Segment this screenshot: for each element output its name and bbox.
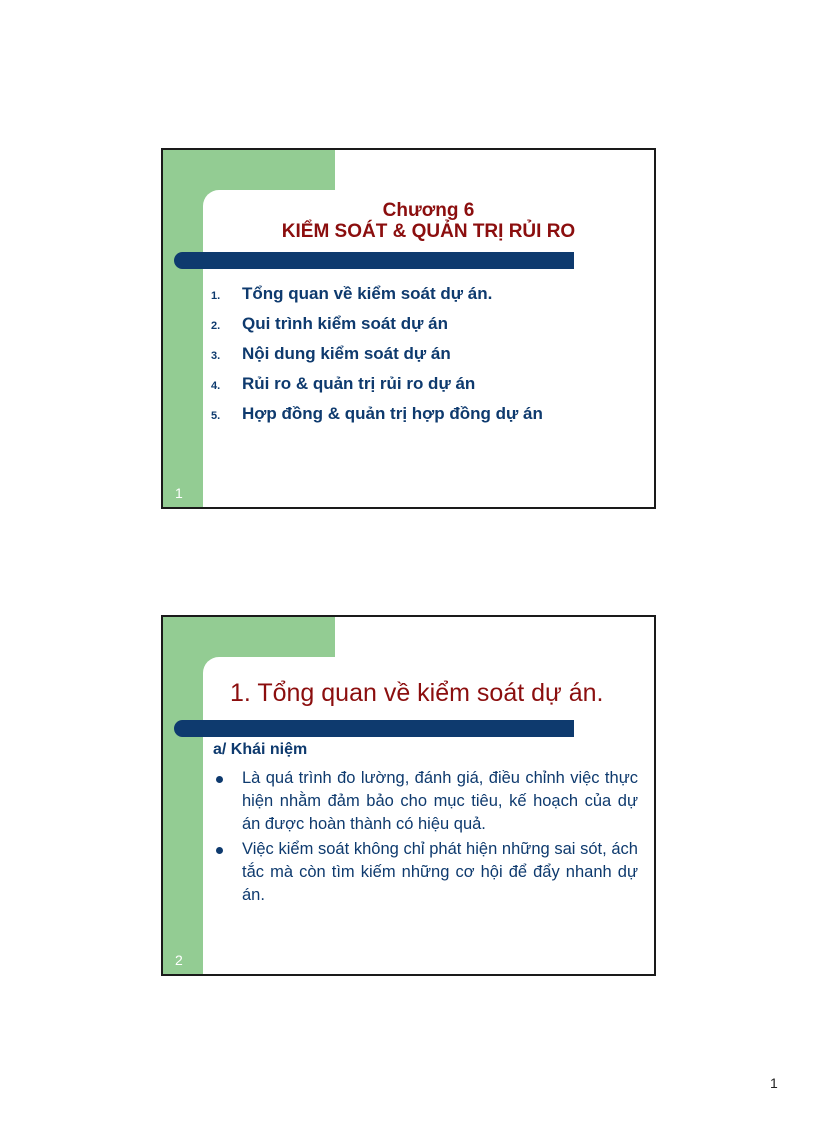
title-divider-bar — [174, 720, 574, 737]
slide-title — [203, 200, 654, 242]
bullet-item: Là quá trình đo lường, đánh giá, điều chỉnh việc thực hiện nhằm đảm bảo cho mục tiêu, kế hoạch của dự án được hoàn thành có hiệu quả. — [213, 767, 638, 836]
toc-item: 4. Rủi ro & quản trị rủi ro dự án — [211, 374, 476, 393]
page-number: 1 — [770, 1075, 778, 1091]
toc-item: 3. Nội dung kiểm soát dự án — [211, 344, 451, 363]
slide-1 — [161, 148, 656, 509]
table-of-contents — [211, 280, 543, 430]
toc-item: 1. Tổng quan về kiểm soát dự án. — [211, 284, 493, 303]
slide-number: 2 — [175, 952, 183, 968]
bullet-list — [213, 767, 638, 909]
chapter-title: KIỂM SOÁT & QUẢN TRỊ RỦI RO — [281, 221, 576, 242]
slide-number: 1 — [175, 485, 183, 501]
slide-title: 1. Tổng quan về kiểm soát dự án. — [230, 679, 604, 707]
bullet-dot-icon — [216, 776, 223, 783]
bullet-dot-icon — [216, 847, 223, 854]
slide-2 — [161, 615, 656, 976]
chapter-label: Chương 6 — [382, 200, 475, 221]
green-side-strip — [163, 617, 203, 974]
toc-item: 2. Qui trình kiểm soát dự án — [211, 314, 448, 333]
green-side-strip — [163, 150, 203, 507]
bullet-item: Việc kiểm soát không chỉ phát hiện những sai sót, ách tắc mà còn tìm kiếm những cơ hội để đẩy nhanh dự án. — [213, 838, 638, 907]
section-heading: a/ Khái niệm — [213, 741, 308, 758]
toc-item: 5. Hợp đồng & quản trị hợp đồng dự án — [211, 404, 543, 423]
title-divider-bar — [174, 252, 574, 269]
